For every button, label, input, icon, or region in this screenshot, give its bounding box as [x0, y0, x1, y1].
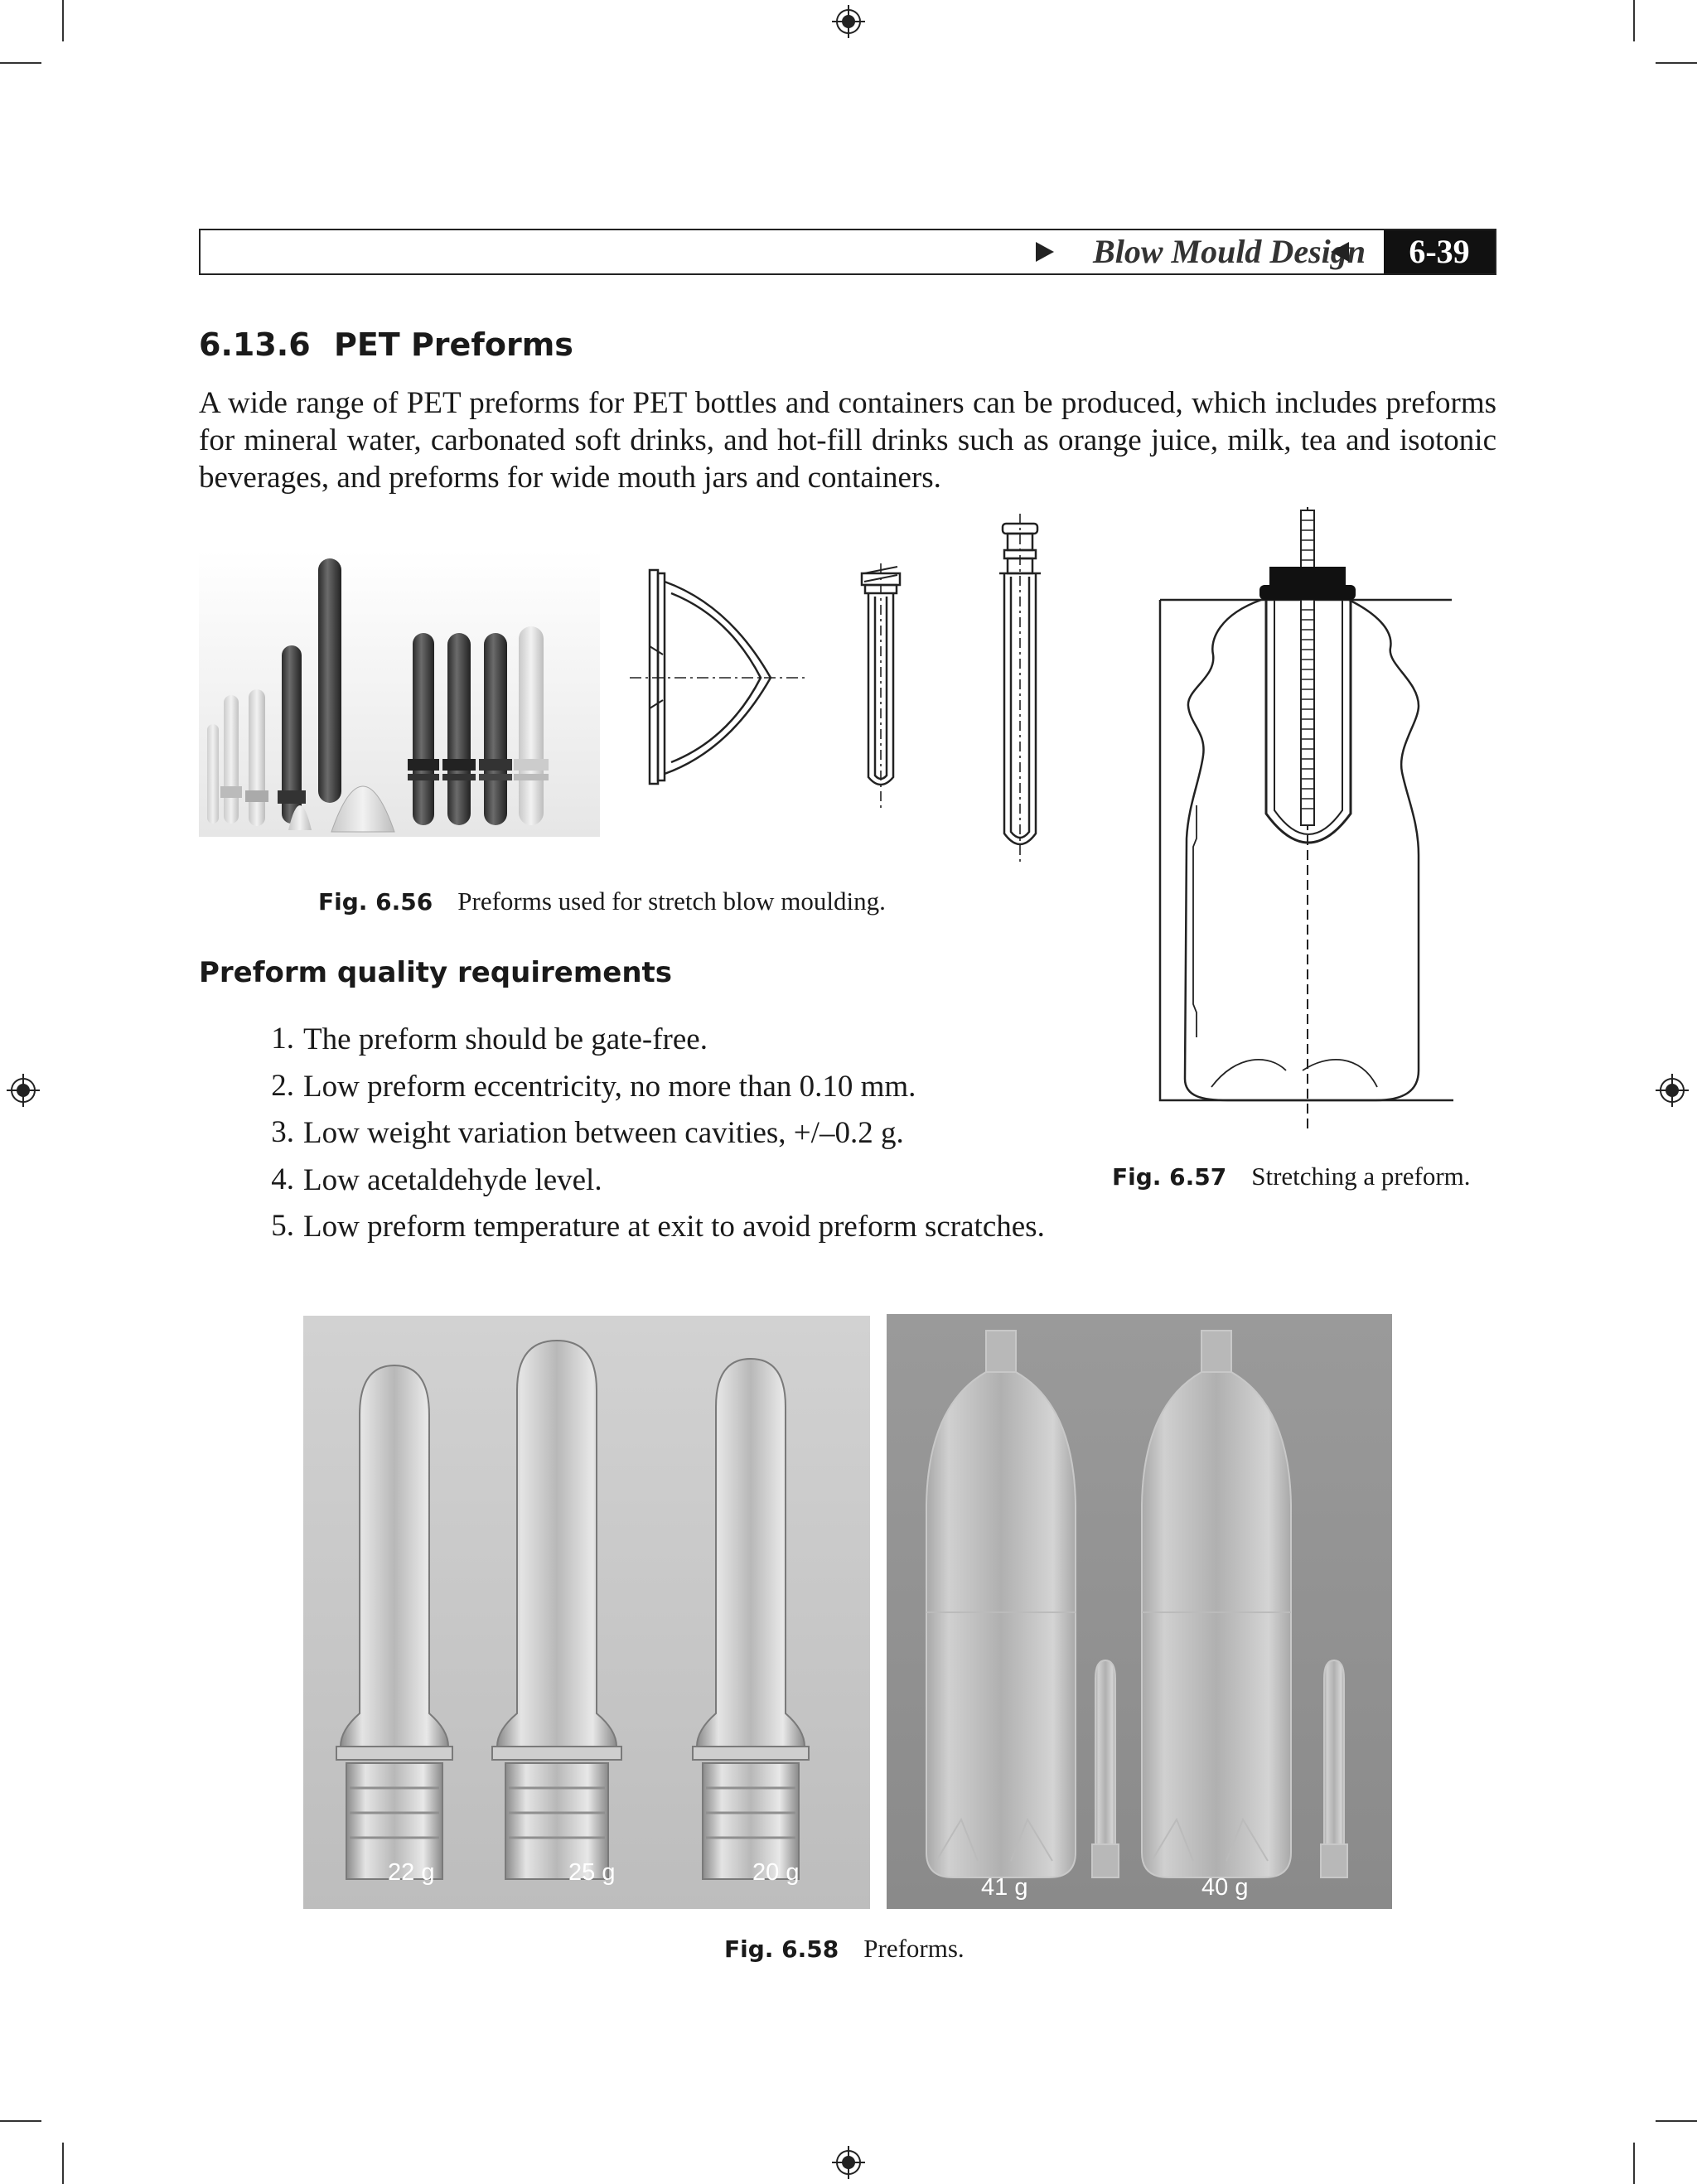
- stretching-diagram: [1153, 507, 1460, 1130]
- page-number: 6-39: [1384, 230, 1495, 273]
- preforms-weight-photo: [303, 1316, 870, 1909]
- fig-6-56-caption: [318, 887, 886, 916]
- weight-label: 20 g: [752, 1859, 800, 1886]
- triangle-right-icon: [1036, 242, 1054, 262]
- weight-label: 40 g: [1201, 1874, 1249, 1901]
- running-title: Blow Mould Design: [1093, 233, 1366, 270]
- list-item: Low preform temperature at exit to avoid preform scratches.: [303, 1210, 1045, 1244]
- triangle-left-icon: [1331, 242, 1349, 262]
- registration-mark-icon: [1656, 1074, 1689, 1107]
- weight-label: 25 g: [568, 1859, 616, 1886]
- section-number: 6.13.6: [199, 326, 311, 363]
- list-number: 5.: [271, 1209, 294, 1243]
- list-item: Low acetaldehyde level.: [303, 1163, 602, 1197]
- caption-text: Preforms.: [863, 1934, 965, 1963]
- section-title: PET Preforms: [334, 326, 573, 363]
- crop-mark: [0, 62, 41, 64]
- crop-mark: [62, 0, 64, 41]
- caption-text: Preforms used for stretch blow moulding.: [457, 887, 886, 916]
- fig-6-57-caption: [1112, 1162, 1471, 1191]
- list-number: 3.: [271, 1115, 294, 1149]
- bottles-weight-photo: [887, 1314, 1392, 1909]
- preforms-photo: [199, 550, 600, 837]
- crop-mark: [1656, 62, 1697, 64]
- registration-mark-icon: [832, 5, 865, 38]
- preform-line-drawings: [630, 514, 1077, 862]
- fig-label: Fig. 6.57: [1112, 1163, 1227, 1191]
- running-header: [199, 229, 1496, 275]
- weight-label: 22 g: [388, 1859, 435, 1886]
- registration-mark-icon: [832, 2146, 865, 2179]
- list-item: Low weight variation between cavities, +/–0.2 g.: [303, 1116, 904, 1150]
- crop-mark: [1633, 0, 1635, 41]
- fig-label: Fig. 6.56: [318, 888, 433, 916]
- crop-mark: [1633, 2143, 1635, 2184]
- list-item: Low preform eccentricity, no more than 0.10 mm.: [303, 1070, 916, 1104]
- fig-label: Fig. 6.58: [724, 1935, 839, 1963]
- crop-mark: [62, 2143, 64, 2184]
- requirements-title: Preform quality requirements: [199, 956, 673, 989]
- registration-mark-icon: [7, 1074, 40, 1107]
- fig-6-58-caption: [724, 1934, 965, 1964]
- crop-mark: [0, 2120, 41, 2122]
- list-number: 1.: [271, 1022, 294, 1056]
- list-number: 2.: [271, 1069, 294, 1103]
- crop-mark: [1656, 2120, 1697, 2122]
- list-number: 4.: [271, 1162, 294, 1196]
- intro-paragraph: A wide range of PET preforms for PET bottles and containers can be produced, which includes preforms for mineral water, carbonated soft drinks, and hot-fill drinks such as orange juice, milk, tea and isotonic beverages, and preforms for wide mouth jars and containers.: [199, 386, 1496, 495]
- caption-text: Stretching a preform.: [1251, 1162, 1471, 1191]
- weight-label: 41 g: [981, 1874, 1028, 1901]
- list-item: The preform should be gate-free.: [303, 1022, 708, 1056]
